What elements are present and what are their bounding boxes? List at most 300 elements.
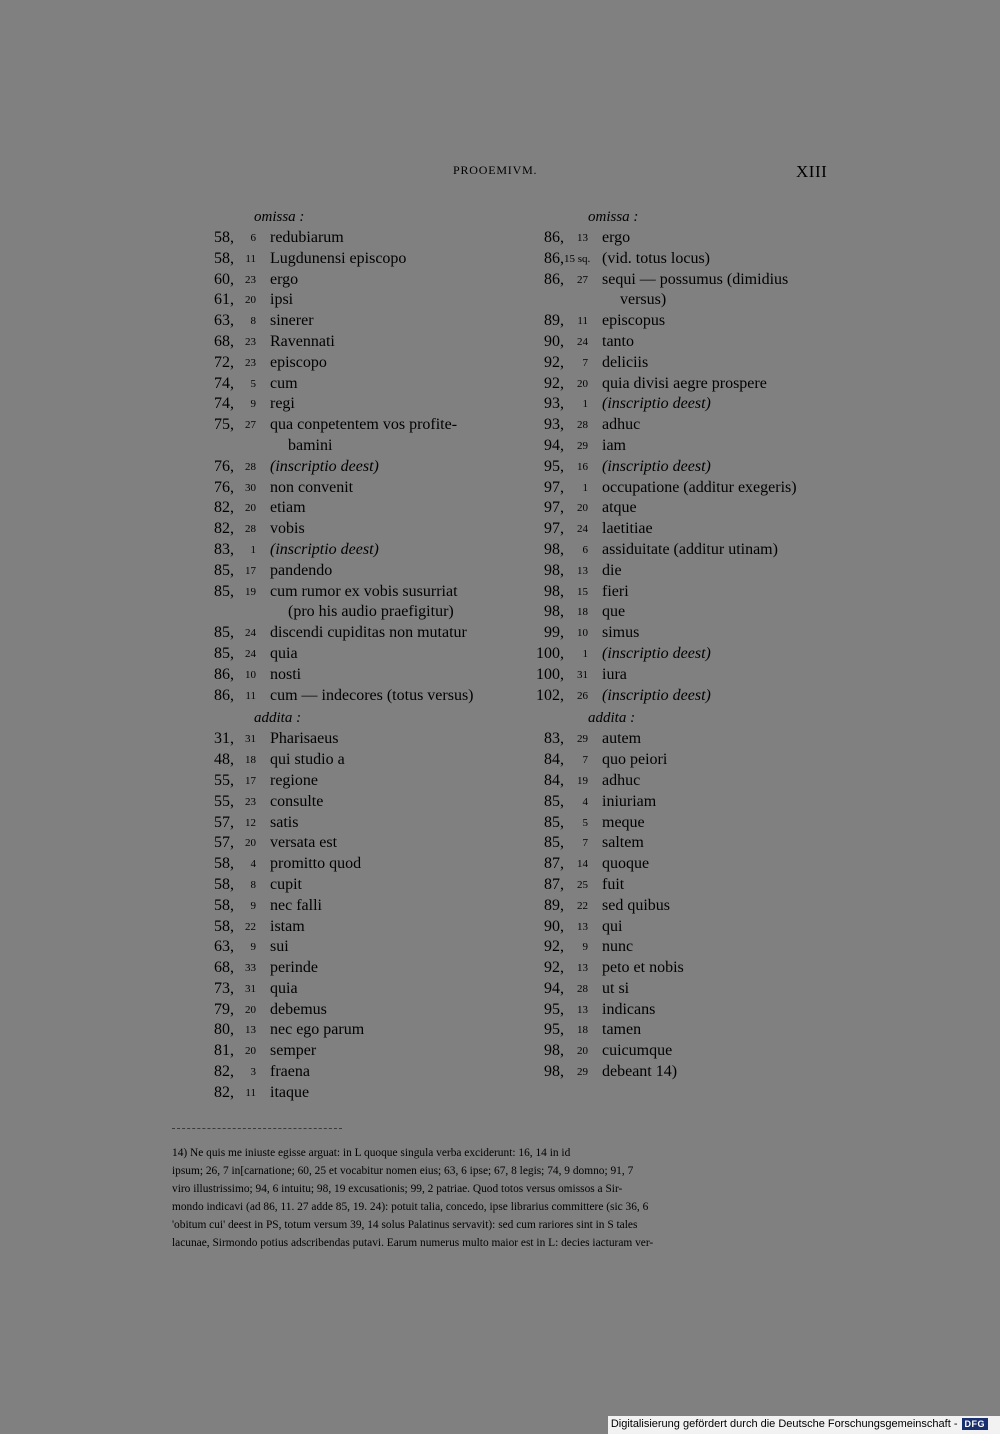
entry-line: 4 [250, 858, 256, 871]
dfg-logo: DFG [962, 1418, 989, 1430]
entry-line: 24 [577, 523, 588, 536]
entry-line: 20 [245, 294, 256, 307]
entry-page: 76, [214, 478, 234, 496]
entry-row [200, 1041, 500, 1062]
entry-text: iniuriam [602, 792, 657, 810]
entry-row [200, 813, 500, 834]
entry-row [530, 979, 830, 1000]
left-column [200, 207, 500, 1104]
entry-line: 5 [250, 377, 256, 390]
entry-row [200, 540, 500, 561]
entry-text: etiam [270, 499, 306, 517]
entry-page: 93, [544, 416, 564, 434]
entry-page: 89, [544, 896, 564, 914]
entry-text: saltem [602, 834, 644, 852]
addita-heading: addita : [588, 710, 636, 727]
entry-row [530, 249, 830, 270]
entry-text: nunc [602, 938, 634, 956]
entry-row [200, 729, 500, 750]
entry-continuation: (pro his audio praefigitur) [288, 603, 454, 621]
entry-text: qua conpetentem vos profite- [270, 416, 458, 434]
entry-text: Ravennati [270, 332, 335, 350]
entry-line: 30 [245, 481, 256, 494]
entry-row [200, 311, 500, 332]
entry-row [530, 917, 830, 938]
entry-row [200, 270, 500, 291]
entry-text: iam [602, 436, 626, 454]
entry-text: cuicumque [602, 1042, 673, 1060]
entry-page: 48, [214, 751, 234, 769]
entry-line: 9 [250, 899, 256, 912]
entry-text: ut si [602, 979, 630, 997]
omissa-heading: omissa : [588, 209, 639, 225]
omissa-heading: omissa : [254, 209, 305, 225]
entry-text: die [602, 561, 622, 579]
entry-page: 60, [214, 270, 234, 288]
entry-line: 29 [577, 439, 588, 452]
entry-text: pandendo [270, 561, 333, 579]
entry-row [530, 540, 830, 561]
entry-row [200, 561, 500, 582]
entry-page: 82, [214, 520, 234, 538]
entry-row [530, 228, 830, 249]
entry-line: 28 [577, 982, 588, 995]
entry-row [530, 958, 830, 979]
entry-line: 24 [577, 335, 588, 348]
entry-line: 4 [582, 795, 588, 808]
footnote-line: lacunae, Sirmondo potius adscribendas putavi. Earum numerus multo maior est in L: decies iacturam ver- [172, 1237, 654, 1249]
entry-text: simus [602, 624, 640, 642]
entry-line: 6 [250, 232, 256, 244]
entry-line: 13 [245, 1024, 256, 1037]
entry-row [200, 979, 500, 1000]
omissa-list [530, 228, 830, 706]
entry-text: autem [602, 730, 642, 748]
entry-line: 33 [245, 962, 256, 975]
entry-row [530, 750, 830, 771]
entry-text: regione [270, 771, 318, 789]
entry-line: 28 [245, 460, 256, 473]
page-header-title: PROOEMIVM. [453, 163, 538, 177]
entry-text: episcopo [270, 353, 327, 371]
entry-page: 97, [544, 499, 564, 517]
entry-row [530, 875, 830, 896]
entry-page: 79, [214, 1000, 234, 1018]
entry-line: 16 [577, 460, 588, 473]
addita-list [200, 729, 500, 1103]
entry-row [200, 290, 500, 311]
entry-row [530, 353, 830, 374]
entry-line: 11 [245, 689, 256, 702]
entry-row [200, 958, 500, 979]
entry-line: 27 [245, 419, 256, 432]
entry-line: 24 [245, 627, 256, 640]
entry-row [530, 374, 830, 395]
entry-row [530, 436, 830, 457]
entry-page: 100, [536, 644, 564, 662]
entry-text: (inscriptio deest) [602, 686, 711, 704]
entry-page: 99, [544, 624, 564, 642]
entry-row [200, 249, 500, 270]
entry-row [530, 854, 830, 875]
entry-line: 22 [577, 899, 588, 912]
entry-row [530, 332, 830, 353]
entry-row [530, 478, 830, 499]
entry-page: 95, [544, 457, 564, 475]
entry-line: 12 [245, 816, 256, 829]
entry-text: (vid. totus locus) [602, 249, 710, 267]
entry-page: 86, [214, 665, 234, 683]
entry-line: 19 [577, 774, 588, 787]
entry-line: 18 [577, 1024, 588, 1037]
entry-line: 9 [250, 398, 256, 411]
entry-page: 74, [214, 374, 234, 392]
entry-text: cum rumor ex vobis susurriat [270, 582, 458, 600]
entry-text: assiduitate (additur utinam) [602, 540, 778, 558]
entry-page: 68, [214, 959, 234, 977]
entry-continuation: versus) [620, 291, 667, 309]
entry-row [200, 394, 500, 415]
entry-line: 20 [245, 1003, 256, 1016]
entry-text: versata est [270, 834, 338, 852]
entry-page: 85, [214, 624, 234, 642]
credit-text: Digitalisierung gefördert durch die Deutsche Forschungsgemeinschaft - [610, 1418, 958, 1430]
entry-page: 86, [544, 270, 564, 288]
entry-line: 31 [577, 668, 588, 681]
entry-line: 8 [250, 878, 256, 891]
entry-page: 57, [214, 834, 234, 852]
entry-text: quoque [602, 855, 650, 873]
entry-text: nec ego parum [270, 1021, 365, 1039]
entry-line: 8 [250, 315, 256, 328]
entry-text: atque [602, 499, 637, 517]
entry-text: indicans [602, 1000, 656, 1018]
funding-credit [611, 1418, 988, 1430]
entry-text: Pharisaeus [270, 730, 339, 748]
entry-line: 1 [582, 398, 588, 411]
entry-text: sinerer [270, 312, 314, 330]
entry-row [530, 561, 830, 582]
entry-text: vobis [270, 520, 305, 538]
entry-text: quia [270, 644, 298, 662]
entry-row [530, 582, 830, 603]
entry-row [530, 813, 830, 834]
entry-text: deliciis [602, 353, 649, 371]
entry-row [530, 1041, 830, 1062]
entry-row [530, 833, 830, 854]
entry-page: 94, [544, 979, 564, 997]
entry-row [530, 394, 830, 415]
entry-row [530, 1000, 830, 1021]
entry-text: (inscriptio deest) [602, 395, 711, 413]
entry-page: 58, [214, 229, 234, 246]
entry-line: 23 [245, 795, 256, 808]
entry-row [200, 833, 500, 854]
entry-page: 90, [544, 332, 564, 350]
entry-text: tanto [602, 332, 634, 350]
entry-row [530, 792, 830, 813]
entry-line: 13 [577, 920, 588, 933]
entry-page: 80, [214, 1021, 234, 1039]
entry-text: meque [602, 813, 645, 831]
entry-page: 86, [544, 229, 564, 246]
entry-row [530, 1062, 830, 1083]
footnote-line: 'obitum cui' deest in PS, totum versum 39, 14 solus Palatinus servavit): sed cum rariores sint in S tales [172, 1219, 638, 1231]
entry-text: consulte [270, 792, 324, 810]
entry-line: 10 [245, 668, 256, 681]
entry-page: 74, [214, 395, 234, 413]
entry-line: 9 [250, 941, 256, 954]
entry-text: nosti [270, 665, 302, 683]
footnote-line: viro illustrissimo; 94, 6 intuitu; 98, 19 excusationis; 99, 2 patriae. Quod totos versus omissos a Sir- [172, 1183, 623, 1195]
entry-page: 58, [214, 917, 234, 935]
entry-line: 18 [577, 606, 588, 619]
entry-line: 15 [577, 585, 588, 598]
entry-page: 90, [544, 917, 564, 935]
entry-text: sequi — possumus (dimidius [602, 270, 789, 288]
entry-text: regi [270, 395, 295, 413]
entry-page: 98, [544, 561, 564, 579]
entry-line: 29 [577, 733, 588, 746]
entry-text: occupatione (additur exegeris) [602, 478, 797, 496]
entry-page: 82, [214, 1063, 234, 1081]
entry-text: ipsi [270, 291, 294, 309]
entry-line: 28 [245, 523, 256, 536]
entry-line: 9 [582, 941, 588, 954]
entry-line: 13 [577, 962, 588, 975]
entry-row [200, 478, 500, 499]
entry-page: 85, [544, 792, 564, 810]
entry-text: redubiarum [270, 229, 344, 246]
entry-page: 58, [214, 855, 234, 873]
entry-page: 94, [544, 436, 564, 454]
entry-row [200, 644, 500, 665]
entry-text: episcopus [602, 312, 666, 330]
entry-row [200, 665, 500, 686]
entry-line: 20 [245, 502, 256, 515]
entry-page: 85, [544, 813, 564, 831]
entry-page: 92, [544, 959, 564, 977]
entry-text: tamen [602, 1021, 642, 1039]
addita-list [530, 729, 830, 1083]
entry-page: 58, [214, 896, 234, 914]
entry-text: (inscriptio deest) [602, 644, 711, 662]
entry-page: 87, [544, 855, 564, 873]
entry-line: 17 [245, 564, 256, 577]
entry-row [530, 771, 830, 792]
entry-line: 5 [582, 816, 588, 829]
entry-text: discendi cupiditas non mutatur [270, 624, 467, 642]
entry-text: promitto quod [270, 855, 362, 873]
entry-row [200, 854, 500, 875]
entry-line: 6 [582, 543, 588, 556]
entry-line: 31 [245, 982, 256, 995]
entry-page: 85, [214, 644, 234, 662]
footnote-line: mondo indicavi (ad 86, 11. 27 adde 85, 19. 24): potuit talia, concedo, ipse librarius committere (sic 36, 6 [172, 1201, 649, 1213]
right-column [530, 207, 830, 1083]
entry-row [200, 582, 500, 603]
entry-row [530, 415, 830, 436]
entry-text: iura [602, 665, 627, 683]
entry-row [200, 1083, 500, 1104]
entry-page: 84, [544, 771, 564, 789]
entry-text: ergo [270, 270, 299, 288]
omissa-list [200, 228, 500, 706]
entry-line: 11 [245, 1086, 256, 1099]
entry-text: fieri [602, 582, 629, 600]
entry-page: 87, [544, 875, 564, 893]
entry-line: 1 [582, 647, 588, 660]
entry-page: 98, [544, 582, 564, 600]
entry-text: debeant 14) [602, 1063, 678, 1081]
entry-line: 14 [577, 858, 588, 871]
entry-page: 58, [214, 249, 234, 267]
entry-page: 76, [214, 457, 234, 475]
entry-page: 61, [214, 291, 234, 309]
entry-page: 72, [214, 353, 234, 371]
entry-page: 97, [544, 520, 564, 538]
entry-line: 25 [577, 878, 588, 891]
entry-line: 20 [577, 1045, 588, 1058]
entry-row [530, 623, 830, 644]
entry-text: adhuc [602, 771, 641, 789]
entry-text: fraena [270, 1063, 310, 1081]
entry-line: 23 [245, 356, 256, 369]
entry-text: sed quibus [602, 896, 670, 914]
entry-line: 20 [245, 1045, 256, 1058]
entry-page: 31, [214, 730, 234, 748]
entry-row [530, 498, 830, 519]
entry-page: 82, [214, 1083, 234, 1101]
entry-text: laetitiae [602, 520, 653, 538]
entry-continuation: bamini [288, 436, 333, 454]
footnote-line: ipsum; 26, 7 in[carnatione; 60, 25 et vocabitur nomen eius; 63, 6 ipse; 67, 8 legis; 74, 9 domno; 91, 7 [172, 1165, 634, 1177]
entry-text: quo peiori [602, 751, 668, 769]
entry-row [200, 415, 500, 436]
entry-row [530, 311, 830, 332]
entry-row [200, 623, 500, 644]
entry-line: 7 [582, 356, 588, 369]
entry-page: 75, [214, 416, 234, 434]
entry-page: 98, [544, 603, 564, 621]
entry-page: 93, [544, 395, 564, 413]
entry-text: fuit [602, 875, 625, 893]
entry-row [530, 665, 830, 686]
entry-line: 29 [577, 1066, 588, 1079]
entry-line: 18 [245, 754, 256, 767]
entry-page: 89, [544, 312, 564, 330]
entry-row [200, 374, 500, 395]
entry-row [200, 228, 500, 249]
entry-page: 95, [544, 1000, 564, 1018]
entry-text: quia divisi aegre prospere [602, 374, 767, 392]
entry-text: cum [270, 374, 298, 392]
entry-row [200, 750, 500, 771]
footnote-line: 14) Ne quis me iniuste egisse arguat: in L quoque singula verba exciderunt: 16, 14 in id [172, 1147, 571, 1159]
entry-text: semper [270, 1042, 317, 1060]
entry-text: ergo [602, 229, 631, 246]
entry-row [200, 519, 500, 540]
entry-line: 10 [577, 627, 588, 640]
entry-page: 73, [214, 979, 234, 997]
entry-row [200, 937, 500, 958]
entry-row [200, 771, 500, 792]
entry-row [530, 686, 830, 707]
entry-line: 1 [582, 481, 588, 494]
page-number: XIII [796, 162, 828, 181]
entry-text: nec falli [270, 896, 322, 914]
entry-line: 19 [245, 585, 256, 598]
entry-line: 11 [245, 252, 256, 265]
entry-line: 23 [245, 273, 256, 286]
entry-text: qui [602, 917, 623, 935]
entry-page: 55, [214, 792, 234, 810]
entry-line: 7 [582, 837, 588, 850]
entry-line: 7 [582, 754, 588, 767]
entry-page: 92, [544, 938, 564, 956]
entry-row [200, 498, 500, 519]
entry-line: 22 [245, 920, 256, 933]
entry-text: Lugdunensi episcopo [270, 249, 407, 267]
entry-row [530, 1020, 830, 1041]
entry-row [530, 270, 830, 291]
entry-row [530, 729, 830, 750]
entry-row [530, 896, 830, 917]
entry-line: 3 [250, 1066, 256, 1079]
entry-line: 20 [577, 502, 588, 515]
entry-page: 102, [536, 686, 564, 704]
entry-page: 86, [544, 249, 564, 267]
entry-page: 100, [536, 665, 564, 683]
entry-page: 92, [544, 374, 564, 392]
entry-line: 20 [577, 377, 588, 390]
entry-line: 27 [577, 273, 588, 286]
entry-row [200, 332, 500, 353]
entry-line: 15 sq. [564, 252, 591, 265]
entry-row [200, 917, 500, 938]
entry-page: 85, [214, 582, 234, 600]
entry-page: 83, [544, 730, 564, 748]
entry-row [200, 353, 500, 374]
entry-page: 98, [544, 540, 564, 558]
entry-line: 13 [577, 1003, 588, 1016]
entry-page: 92, [544, 353, 564, 371]
entry-text: peto et nobis [602, 959, 684, 977]
entry-page: 85, [544, 834, 564, 852]
entry-page: 63, [214, 938, 234, 956]
entry-page: 57, [214, 813, 234, 831]
entry-row [530, 644, 830, 665]
entry-row [200, 1020, 500, 1041]
entry-line: 13 [577, 564, 588, 577]
entry-page: 81, [214, 1042, 234, 1060]
entry-row [200, 1062, 500, 1083]
entry-line: 11 [577, 315, 588, 328]
entry-page: 98, [544, 1042, 564, 1060]
entry-row [530, 937, 830, 958]
entry-page: 58, [214, 875, 234, 893]
entry-page: 63, [214, 312, 234, 330]
entry-row [200, 896, 500, 917]
entry-page: 68, [214, 332, 234, 350]
entry-line: 24 [245, 647, 256, 660]
entry-text: cum — indecores (totus versus) [270, 686, 474, 704]
entry-text: qui studio a [270, 751, 345, 769]
footnote-separator [172, 1128, 342, 1129]
entry-text: (inscriptio deest) [602, 457, 711, 475]
entry-text: itaque [270, 1083, 310, 1101]
entry-page: 98, [544, 1063, 564, 1081]
